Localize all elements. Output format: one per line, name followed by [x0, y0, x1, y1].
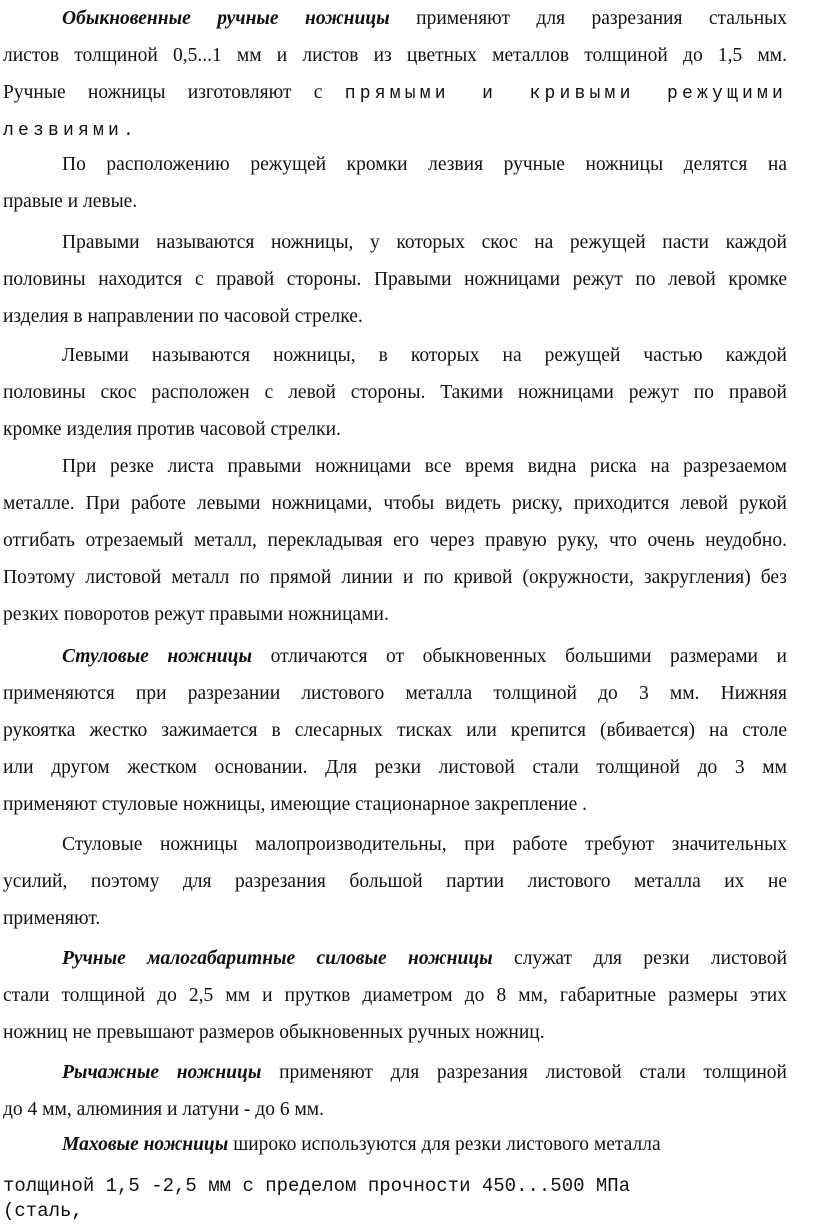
paragraph-left-shears	[3, 337, 787, 448]
term-power-shears: Ручные малогабаритные силовые ножницы	[62, 948, 493, 969]
text-line-mono: толщиной 1,5 -2,5 мм с пределом прочности 450...500 МПа	[3, 1175, 631, 1197]
text-line: металле. При работе левыми ножницами, чтобы видеть риску, приходится левой рукой	[3, 493, 787, 514]
term-ordinary-shears: Обыкновенные ручные ножницы	[62, 8, 390, 29]
text-line: отгибать отрезаемый металл, перекладывая его через правую руку, что очень неудобно.	[3, 530, 787, 551]
text-line: Стуловые ножницы малопроизводительны, при работе требуют значительных	[62, 834, 787, 855]
text-line: кромке изделия против часовой стрелки.	[3, 419, 341, 440]
term-lever-shears: Рычажные ножницы	[62, 1062, 262, 1083]
paragraph-cutting-edge	[3, 146, 787, 220]
paragraph-lever-shears	[3, 1054, 787, 1128]
text-line: изделия в направлении по часовой стрелке.	[3, 306, 363, 327]
text-line-mono: (сталь,	[3, 1200, 83, 1222]
text-line: Правыми называются ножницы, у которых скос на режущей пасти каждой	[62, 232, 787, 253]
text-line: Поэтому листовой металл по прямой линии и по кривой (окружности, закругления) без	[3, 567, 787, 588]
text-line: резких поворотов режут правыми ножницами.	[3, 604, 389, 625]
paragraph-ordinary-shears	[3, 0, 787, 148]
text-line: или другом жестком основании. Для резки листовой стали толщиной до 3 мм	[3, 757, 787, 778]
text-line: половины скос расположен с левой стороны. Такими ножницами режут по правой	[3, 382, 787, 403]
text-line: Рычажные ножницы применяют для разрезания листовой стали толщиной	[62, 1062, 787, 1083]
text-line: половины находится с правой стороны. Правыми ножницами режут по левой кромке	[3, 269, 787, 290]
paragraph-chair-shears	[3, 638, 787, 823]
text-line: Ручные ножницы изготовляют с прямыми и кривыми режущими	[3, 82, 788, 104]
text-line: применяют.	[3, 908, 101, 929]
paragraph-chair-shears-productivity	[3, 826, 787, 937]
text-line: Маховые ножницы широко используются для резки листового металла	[62, 1134, 661, 1155]
text-line: Левыми называются ножницы, в которых на режущей частью каждой	[62, 345, 787, 366]
text-line: Стуловые ножницы отличаются от обыкновенных большими размерами и	[62, 646, 787, 667]
text-line: ножниц не превышают размеров обыкновенных ручных ножниц.	[3, 1022, 545, 1043]
text-line: применяют стуловые ножницы, имеющие стационарное закрепление .	[3, 794, 587, 815]
term-chair-shears: Стуловые ножницы	[62, 646, 253, 667]
text-line: стали толщиной до 2,5 мм и прутков диаметром до 8 мм, габаритные размеры этих	[3, 985, 787, 1006]
text-line: лезвиями.	[3, 121, 139, 141]
text-line: По расположению режущей кромки лезвия ручные ножницы делятся на	[62, 154, 787, 175]
paragraph-cutting-sheet	[3, 448, 787, 633]
term-flywheel-shears: Маховые ножницы	[62, 1134, 229, 1155]
text-line: усилий, поэтому для разрезания большой партии листового металла их не	[3, 871, 787, 892]
paragraph-power-shears	[3, 940, 787, 1051]
paragraph-flywheel-shears	[3, 1126, 787, 1163]
text-line: применяются при разрезании листового металла толщиной до 3 мм. Нижняя	[3, 683, 787, 704]
text-line: до 4 мм, алюминия и латуни - до 6 мм.	[3, 1099, 325, 1120]
text-line: правые и левые.	[3, 191, 138, 212]
text-line: Ручные малогабаритные силовые ножницы служат для резки листовой	[62, 948, 788, 969]
text-line: рукоятка жестко зажимается в слесарных тисках или крепится (вбивается) на столе	[3, 720, 787, 741]
text-line: листов толщиной 0,5...1 мм и листов из цветных металлов толщиной до 1,5 мм.	[3, 45, 787, 66]
paragraph-right-shears	[3, 224, 787, 335]
text-line: Обыкновенные ручные ножницы применяют для разрезания стальных	[62, 8, 788, 29]
text-line: При резке листа правыми ножницами все время видна риска на разрезаемом	[62, 456, 787, 477]
